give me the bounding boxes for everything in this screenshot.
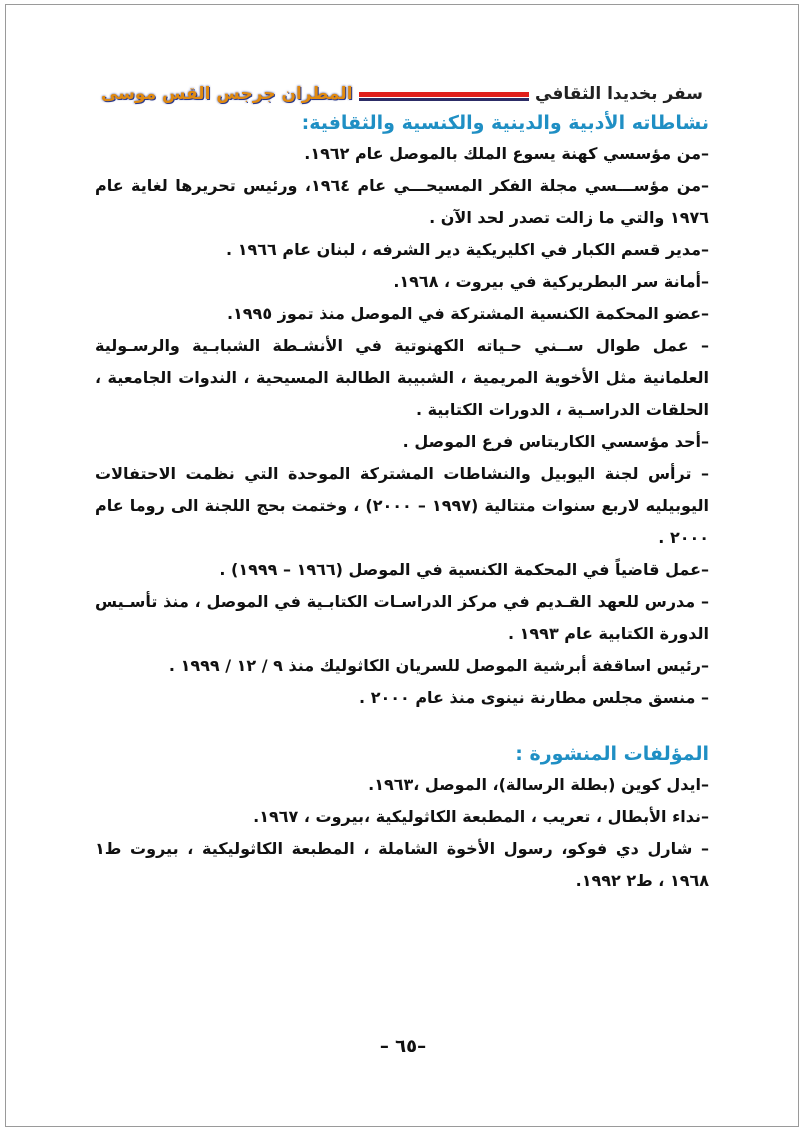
page-number: –٦٥ – — [379, 1036, 427, 1057]
list-item: – ترأس لجنة اليوبيل والنشاطات المشتركة الموحدة التي نظمت الاحتفالات اليوبيليه لاربع سنوات متتالية (١٩٩٧ – ٢٠٠٠) ، وختمت بحج اللجنة الى روما عام ٢٠٠٠ . — [95, 464, 710, 547]
list-item: –أمانة سر البطريركية في بيروت ، ١٩٦٨. — [393, 272, 709, 291]
list-item: – شارل دي فوكو، رسول الأخوة الشاملة ، المطبعة الكاثوليكية ، بيروت ط١ ١٩٦٨ ، ط٢ ١٩٩٢. — [95, 839, 709, 890]
section-heading-activities: نشاطاته الأدبية والدينية والكنسية والثقافية: — [301, 112, 709, 134]
book-title: سفر بخديدا الثقافي — [529, 82, 709, 108]
section-heading-publications: المؤلفات المنشورة : — [515, 743, 709, 765]
list-item: –أحد مؤسسي الكاريتاس فرع الموصل . — [402, 432, 709, 451]
list-item: –من مؤســـسي مجلة الفكر المسيحـــي عام ١٩٦٤، ورئيس تحريرها لغاية عام ١٩٧٦ والتي ما زالت تصدر لحد الآن . — [95, 176, 709, 227]
list-item: –مدير قسم الكبار في اكليريكية دير الشرفه ، لبنان عام ١٩٦٦ . — [226, 240, 709, 259]
list-item: –من مؤسسي كهنة يسوع الملك بالموصل عام ١٩٦٢. — [304, 144, 709, 163]
list-item: –نداء الأبطال ، تعريب ، المطبعة الكاثوليكية ،بيروت ، ١٩٦٧. — [253, 807, 709, 826]
list-item: –ايدل كوين (بطلة الرسالة)، الموصل ،١٩٦٣. — [368, 775, 709, 794]
list-item: –عضو المحكمة الكنسية المشتركة في الموصل منذ تموز ١٩٩٥. — [226, 304, 709, 323]
list-item: –عمل قاضياً في المحكمة الكنسية في الموصل (١٩٦٦ – ١٩٩٩) . — [219, 560, 709, 579]
list-item: – عمل طوال ســني حـياته الكهنوتية في الأنشـطة الشبابـية والرسـولية العلمانية مثل الأخوية المريمية ، الشبيبة الطالبة المسيحية ، الندوات الجامعية ، الحلقات الدراسـية ، الدورات الكتابية . — [95, 336, 709, 419]
page-content — [95, 108, 709, 897]
page-header — [95, 82, 709, 108]
author-title: المطران جرجس القس موسى — [95, 82, 359, 108]
list-item: – منسق مجلس مطارنة نينوى منذ عام ٢٠٠٠ . — [359, 688, 709, 707]
list-item: –رئيس اساقفة أبرشية الموصل للسريان الكاثوليك منذ ٩ / ١٢ / ١٩٩٩ . — [168, 656, 709, 675]
list-item: – مدرس للعهد القـديم في مركز الدراسـات الكتابـية في الموصل ، منذ تأسـيس الدورة الكتابية عام ١٩٩٣ . — [95, 592, 709, 643]
section-spacer — [95, 714, 709, 739]
